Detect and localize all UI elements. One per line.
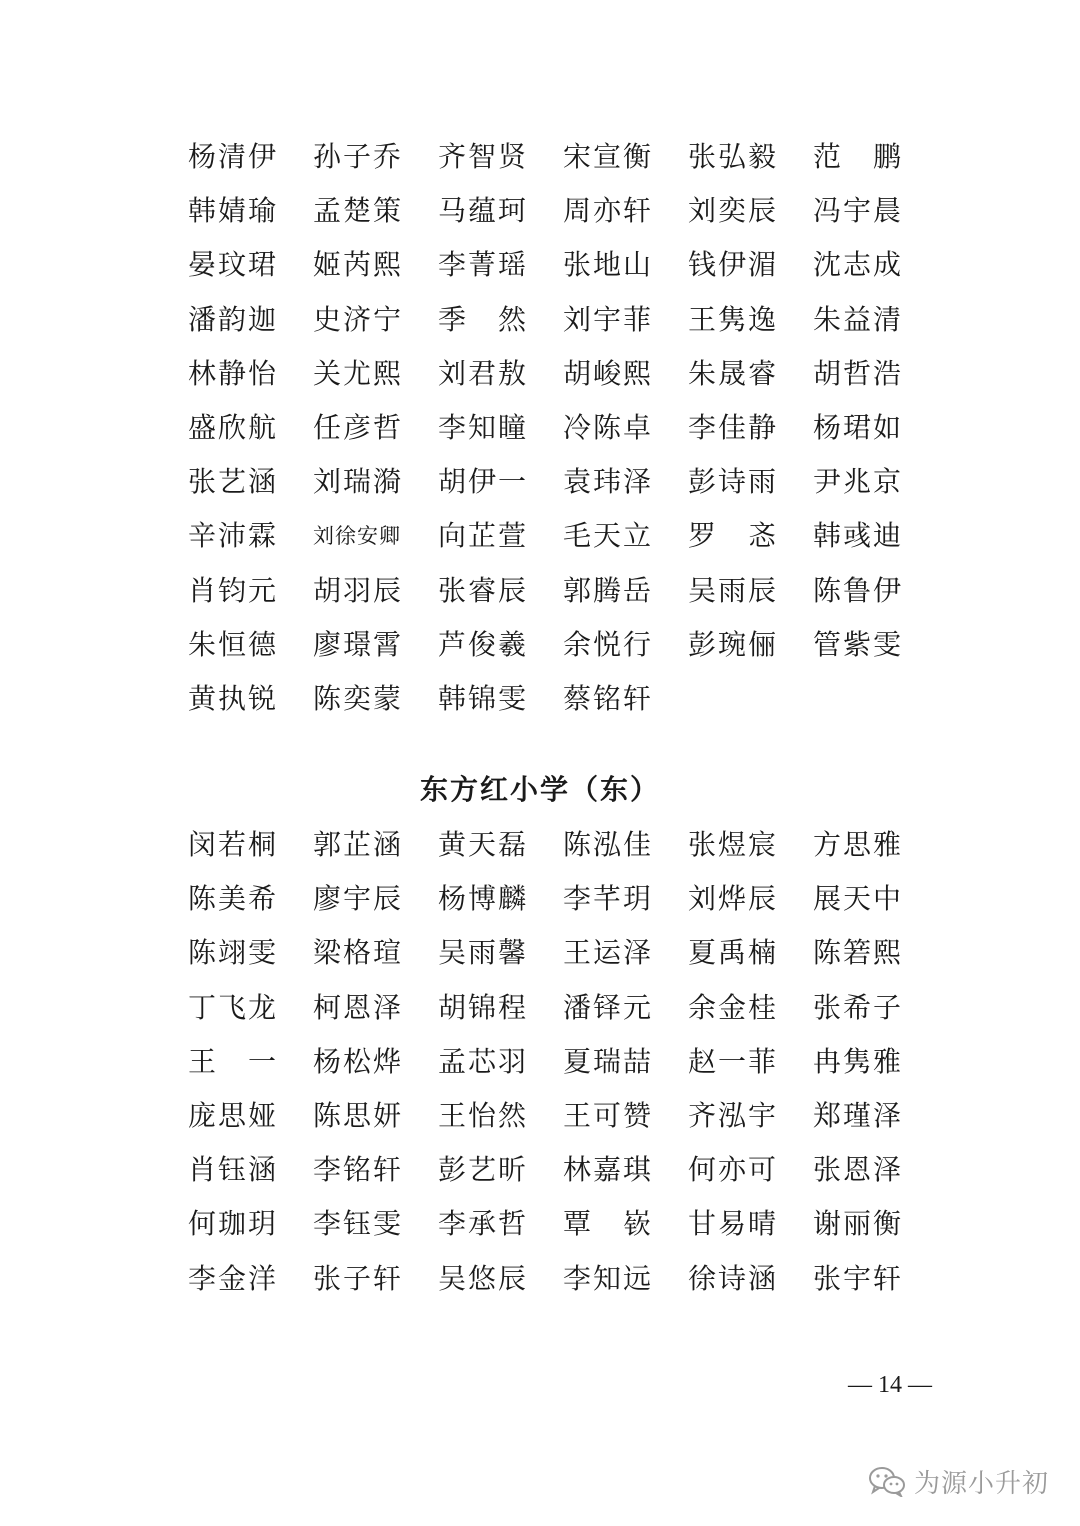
student-name: 潘铎元: [563, 990, 654, 1024]
student-name: 周亦轩: [563, 194, 654, 228]
student-name: 杨珺如: [813, 411, 904, 445]
section-heading: 东方红小学（东）: [419, 773, 660, 806]
student-name: 廖宇辰: [313, 882, 404, 916]
student-name: 张地山: [563, 248, 654, 282]
student-name: 黄执锐: [188, 681, 279, 715]
student-name: 余悦行: [563, 627, 654, 661]
watermark-text: 为源小升初: [914, 1468, 1050, 1499]
student-name: 夏瑞喆: [563, 1044, 654, 1078]
student-name: 蔡铭轩: [563, 681, 654, 715]
student-name: 韩锦雯: [438, 681, 529, 715]
student-name: 陈奕蒙: [313, 681, 404, 715]
name-list-section-2: [188, 818, 948, 1306]
name-row: [188, 347, 948, 401]
student-name: 刘宇菲: [563, 302, 654, 336]
student-name: 张艺涵: [188, 465, 279, 499]
student-name: 吴悠辰: [438, 1261, 529, 1295]
student-name: 任彦哲: [313, 411, 404, 445]
student-name: 李芊玥: [563, 882, 654, 916]
student-name: 胡峻熙: [563, 356, 654, 390]
student-name: 孟芯羽: [438, 1044, 529, 1078]
student-name: 晏玟珺: [188, 248, 279, 282]
student-name: 韩婧瑜: [188, 194, 279, 228]
student-name: 余金桂: [688, 990, 779, 1024]
student-name: 丁飞龙: [188, 990, 279, 1024]
student-name: 胡伊一: [438, 465, 529, 499]
student-name: 闵若桐: [188, 828, 279, 862]
name-row: [188, 293, 948, 347]
name-row: [188, 618, 948, 672]
name-list-section-1: [188, 130, 948, 726]
student-name: 庞思娅: [188, 1099, 279, 1133]
student-name: 陈翊雯: [188, 936, 279, 970]
name-row: [188, 184, 948, 238]
student-name: 徐诗涵: [688, 1261, 779, 1295]
student-name: 张宇轩: [813, 1261, 904, 1295]
student-name: 夏禹楠: [688, 936, 779, 970]
student-name: 赵一菲: [688, 1044, 779, 1078]
student-name: 朱恒德: [188, 627, 279, 661]
student-name: 刘烨辰: [688, 882, 779, 916]
student-name: 郑瑾泽: [813, 1099, 904, 1133]
student-name: 何珈玥: [188, 1207, 279, 1241]
name-row: [188, 564, 948, 618]
student-name: 方思雅: [813, 828, 904, 862]
name-row: [188, 1197, 948, 1251]
student-name: 陈鲁伊: [813, 573, 904, 607]
student-name: 盛欣航: [188, 411, 279, 445]
student-name: 钱伊湄: [688, 248, 779, 282]
student-name: 姬芮熙: [313, 248, 404, 282]
student-name: 杨清伊: [188, 140, 279, 174]
student-name: 黄天磊: [438, 828, 529, 862]
student-name: 陈美希: [188, 882, 279, 916]
student-name: 甘易晴: [688, 1207, 779, 1241]
student-name: 季然: [438, 302, 559, 336]
student-name: 柯恩泽: [313, 990, 404, 1024]
student-name: 杨松烨: [313, 1044, 404, 1078]
student-name: 李承哲: [438, 1207, 529, 1241]
name-row: [188, 1143, 948, 1197]
student-name: 冉隽雅: [813, 1044, 904, 1078]
student-name: 张弘毅: [688, 140, 779, 174]
student-name: 陈泓佳: [563, 828, 654, 862]
name-row: [188, 926, 948, 980]
student-name: 范鹏: [813, 140, 934, 174]
student-name: 张恩泽: [813, 1153, 904, 1187]
student-name: 冷陈卓: [563, 411, 654, 445]
student-name: 沈志成: [813, 248, 904, 282]
student-name: 王怡然: [438, 1099, 529, 1133]
wechat-icon: [868, 1465, 906, 1497]
student-name: 谢丽衡: [813, 1207, 904, 1241]
name-row: [188, 981, 948, 1035]
student-name: 韩彧迪: [813, 519, 904, 553]
student-name: 张子轩: [313, 1261, 404, 1295]
student-name: 毛天立: [563, 519, 654, 553]
page-number: — 14 —: [848, 1372, 932, 1398]
student-name: 潘韵迦: [188, 302, 279, 336]
name-row: [188, 1035, 948, 1089]
student-name: 冯宇晨: [813, 194, 904, 228]
student-name: 管紫雯: [813, 627, 904, 661]
student-name: 关尤熙: [313, 356, 404, 390]
student-name: 王可赞: [563, 1099, 654, 1133]
student-name: 胡哲浩: [813, 356, 904, 390]
student-name: 马蕴珂: [438, 194, 529, 228]
student-name: 向芷萱: [438, 519, 529, 553]
name-row: [188, 872, 948, 926]
student-name: 李钰雯: [313, 1207, 404, 1241]
watermark: [868, 1456, 1049, 1506]
student-name: 辛沛霖: [188, 519, 279, 553]
student-name: 刘瑞漪: [313, 465, 404, 499]
student-name: 齐智贤: [438, 140, 529, 174]
student-name: 林静怡: [188, 356, 279, 390]
student-name: 朱益清: [813, 302, 904, 336]
student-name: 胡羽辰: [313, 573, 404, 607]
student-name: 郭腾岳: [563, 573, 654, 607]
student-name: 王运泽: [563, 936, 654, 970]
name-row: [188, 509, 948, 563]
name-row: [188, 1252, 948, 1306]
student-name: 吴雨辰: [688, 573, 779, 607]
student-name: 刘徐安卿: [313, 524, 401, 549]
student-name: 李佳静: [688, 411, 779, 445]
name-row: [188, 401, 948, 455]
student-name: 齐泓宇: [688, 1099, 779, 1133]
student-name: 吴雨馨: [438, 936, 529, 970]
student-name: 李菁瑶: [438, 248, 529, 282]
student-name: 李铭轩: [313, 1153, 404, 1187]
name-row: [188, 818, 948, 872]
student-name: 李金洋: [188, 1261, 279, 1295]
student-name: 覃嵚: [563, 1207, 684, 1241]
name-row: [188, 455, 948, 509]
student-name: 陈箬熙: [813, 936, 904, 970]
student-name: 张煜宸: [688, 828, 779, 862]
student-name: 陈思妍: [313, 1099, 404, 1133]
student-name: 展天中: [813, 882, 904, 916]
student-name: 梁格瑄: [313, 936, 404, 970]
student-name: 林嘉琪: [563, 1153, 654, 1187]
student-name: 刘君敖: [438, 356, 529, 390]
student-name: 袁玮泽: [563, 465, 654, 499]
student-name: 郭芷涵: [313, 828, 404, 862]
student-name: 肖钰涵: [188, 1153, 279, 1187]
student-name: 史济宁: [313, 302, 404, 336]
student-name: 朱晟睿: [688, 356, 779, 390]
student-name: 李知远: [563, 1261, 654, 1295]
student-name: 刘奕辰: [688, 194, 779, 228]
student-name: 宋宣衡: [563, 140, 654, 174]
student-name: 李知瞳: [438, 411, 529, 445]
student-name: 彭艺昕: [438, 1153, 529, 1187]
name-row: [188, 238, 948, 292]
student-name: 肖钧元: [188, 573, 279, 607]
student-name: 张希子: [813, 990, 904, 1024]
student-name: 王隽逸: [688, 302, 779, 336]
name-row: [188, 672, 948, 726]
student-name: 孙子乔: [313, 140, 404, 174]
student-name: 廖璟霄: [313, 627, 404, 661]
student-name: 何亦可: [688, 1153, 779, 1187]
student-name: 彭琬俪: [688, 627, 779, 661]
student-name: 尹兆京: [813, 465, 904, 499]
name-row: [188, 1089, 948, 1143]
name-row: [188, 130, 948, 184]
student-name: 芦俊羲: [438, 627, 529, 661]
student-name: 张睿辰: [438, 573, 529, 607]
student-name: 孟楚策: [313, 194, 404, 228]
student-name: 王一: [188, 1044, 309, 1078]
student-name: 彭诗雨: [688, 465, 779, 499]
student-name: 罗忞: [688, 519, 809, 553]
student-name: 杨博麟: [438, 882, 529, 916]
student-name: 胡锦程: [438, 990, 529, 1024]
